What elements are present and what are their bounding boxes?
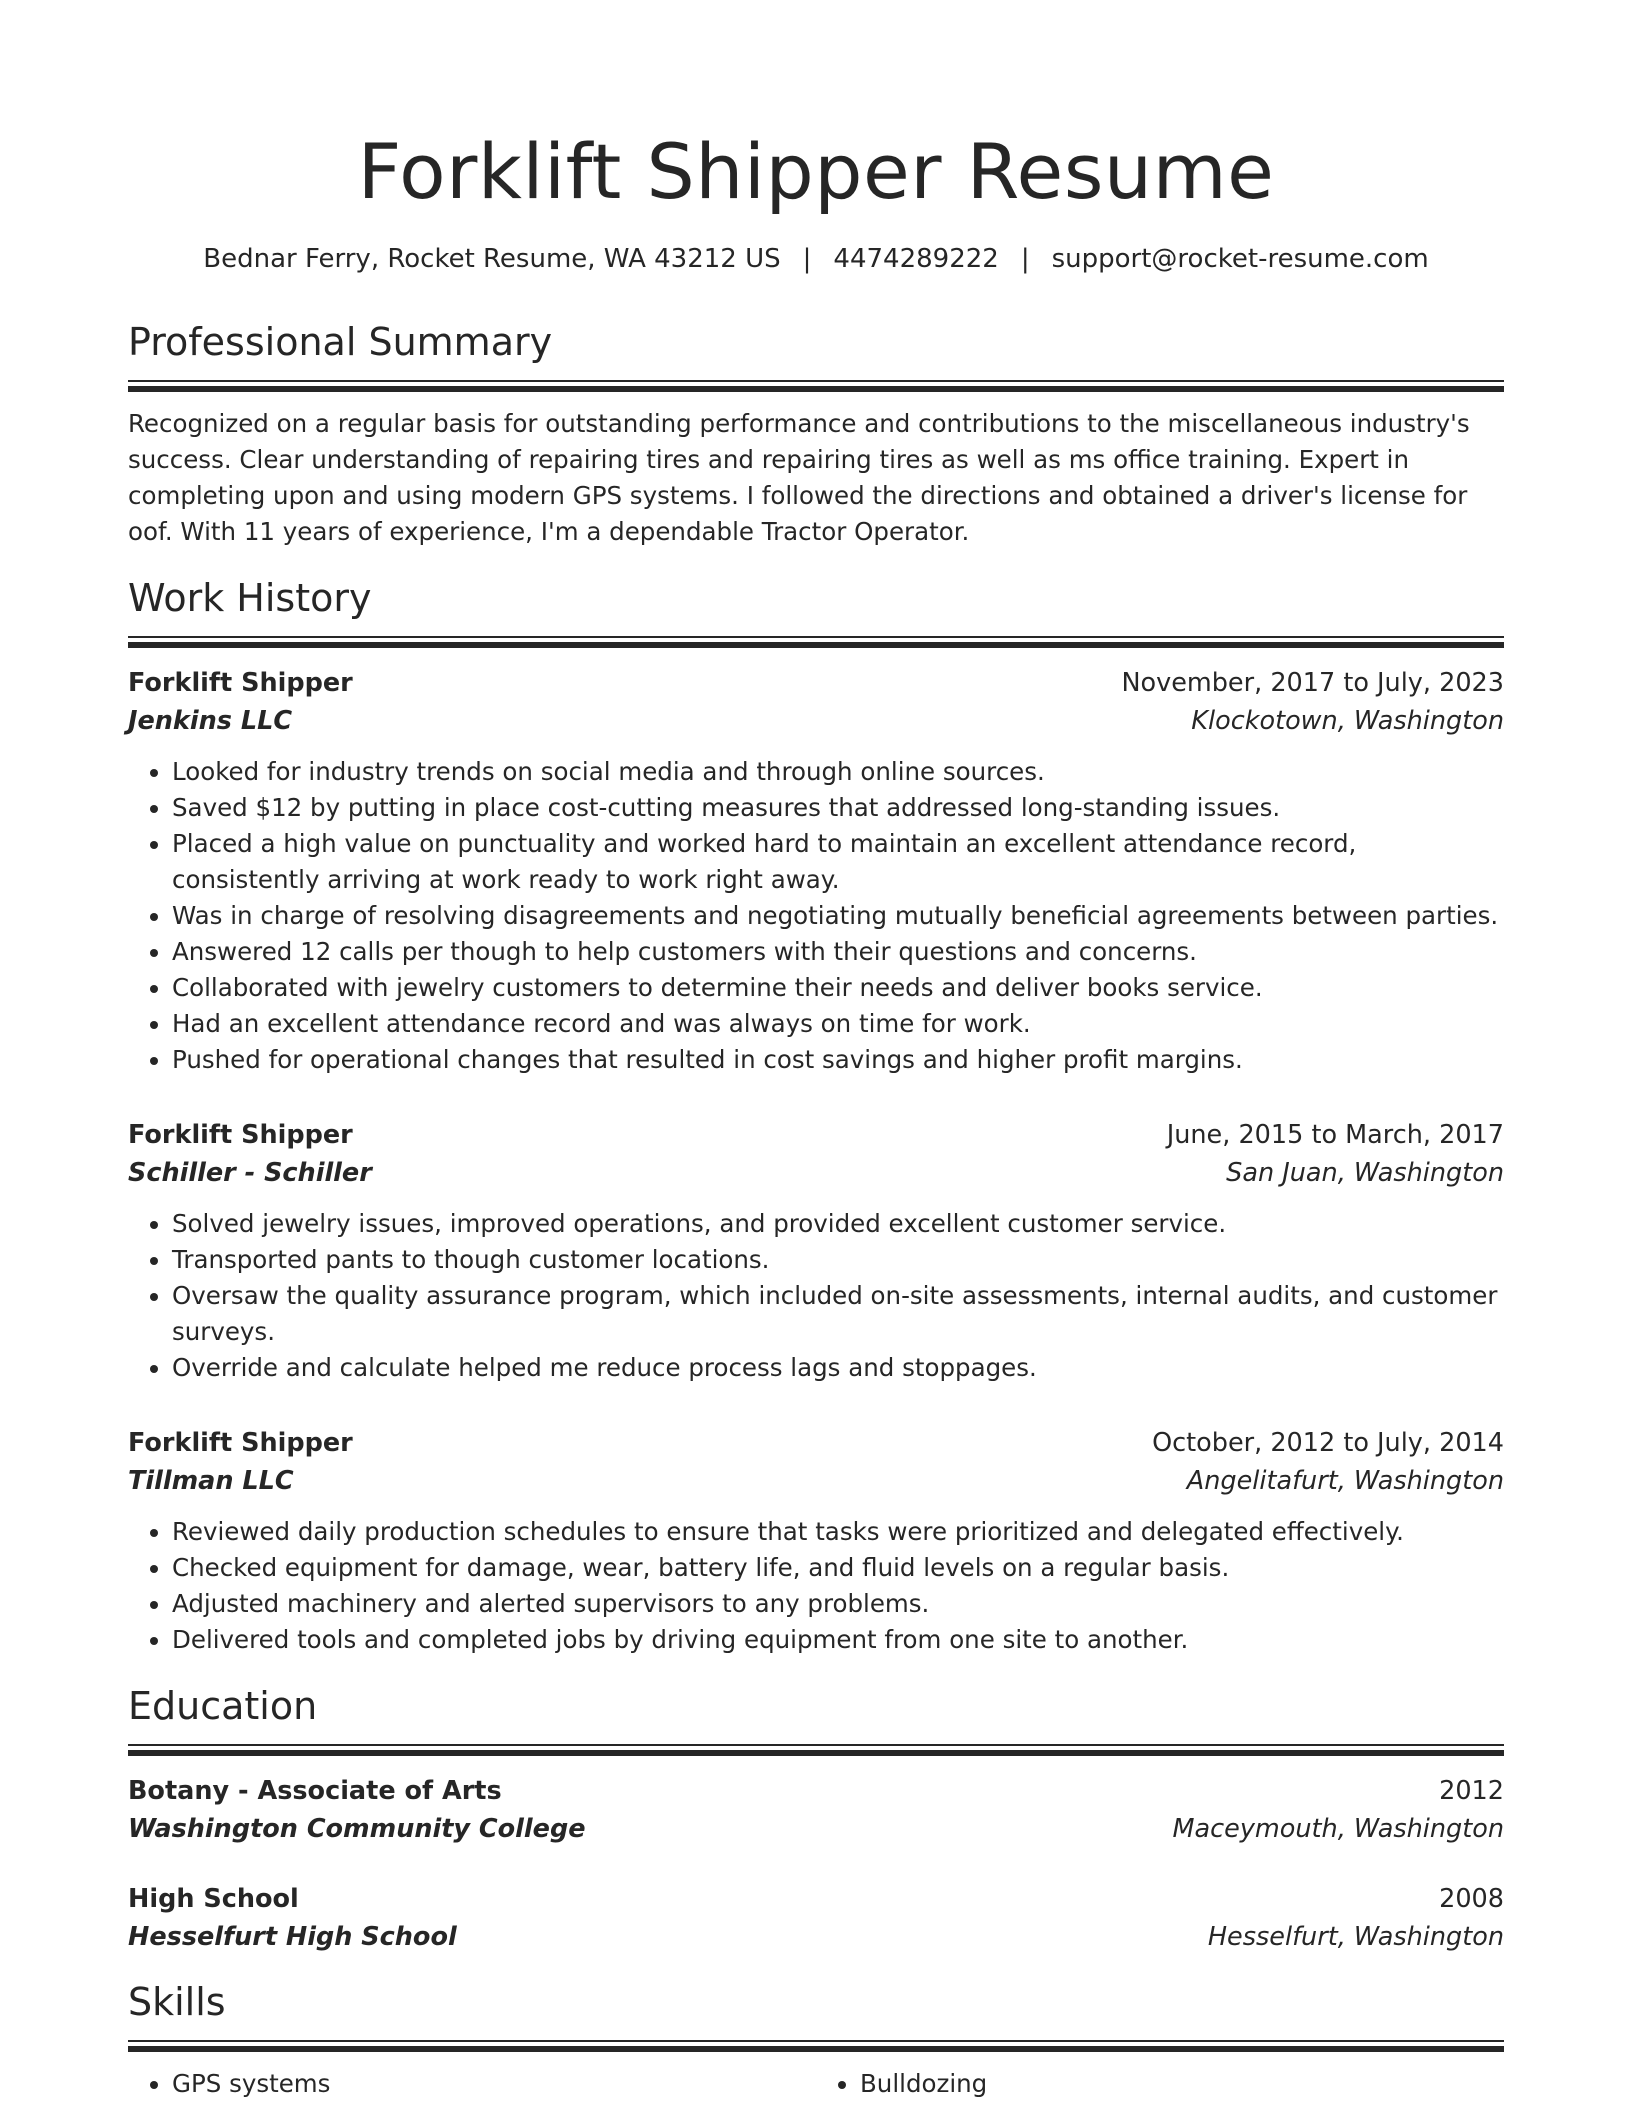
education-year: 2008 [1439, 1884, 1504, 1914]
job-bullet: • Pushed for operational changes that resulted in cost savings and higher profit margins. [172, 1042, 1504, 1078]
skill-item: • GPS systems [172, 2066, 816, 2102]
job-entry [128, 664, 1504, 1078]
job-bullet: • Solved jewelry issues, improved operations, and provided excellent customer service. [172, 1206, 1504, 1242]
job-bullet: • Checked equipment for damage, wear, battery life, and fluid levels on a regular basis. [172, 1550, 1504, 1586]
job-title: Forklift Shipper [128, 1120, 353, 1150]
job-title: Forklift Shipper [128, 668, 353, 698]
education-degree: High School [128, 1884, 299, 1914]
work-history-section [128, 574, 1504, 1658]
education-location: Maceymouth, Washington [1172, 1814, 1504, 1844]
job-bullets [128, 1514, 1504, 1658]
section-divider [128, 380, 1504, 392]
section-heading-summary: Professional Summary [128, 320, 553, 364]
job-bullet: • Looked for industry trends on social media and through online sources. [172, 754, 1504, 790]
section-divider [128, 1744, 1504, 1756]
skills-list [128, 2066, 1504, 2102]
education-school: Hesselfurt High School [128, 1922, 457, 1952]
job-location: Angelitafurt, Washington [1186, 1466, 1504, 1496]
summary-section [128, 318, 1504, 550]
section-heading-skills: Skills [128, 1980, 226, 2024]
skills-column-right [816, 2066, 1504, 2102]
job-bullet: • Was in charge of resolving disagreements and negotiating mutually beneficial agreements between parties. [172, 898, 1504, 934]
section-divider [128, 2040, 1504, 2052]
contact-phone: 4474289222 [833, 244, 999, 274]
job-company: Tillman LLC [128, 1466, 294, 1496]
job-company: Schiller - Schiller [128, 1158, 372, 1188]
job-bullet: • Reviewed daily production schedules to ensure that tasks were prioritized and delegated effectively. [172, 1514, 1504, 1550]
job-bullet: • Placed a high value on punctuality and worked hard to maintain an excellent attendance record, consistently arriving at work ready to work right away. [172, 826, 1504, 898]
section-heading-education: Education [128, 1684, 318, 1728]
job-bullet: • Delivered tools and completed jobs by driving equipment from one site to another. [172, 1622, 1504, 1658]
job-bullet: • Override and calculate helped me reduce process lags and stoppages. [172, 1350, 1504, 1386]
skill-item: • Bulldozing [860, 2066, 1504, 2102]
skills-section [128, 1978, 1504, 2102]
job-bullet: • Answered 12 calls per though to help customers with their questions and concerns. [172, 934, 1504, 970]
section-divider [128, 636, 1504, 648]
job-bullets [128, 754, 1504, 1078]
job-dates: June, 2015 to March, 2017 [1166, 1120, 1504, 1150]
contact-email: support@rocket-resume.com [1051, 244, 1429, 274]
job-bullet: • Had an excellent attendance record and was always on time for work. [172, 1006, 1504, 1042]
job-location: Klockotown, Washington [1191, 706, 1504, 736]
job-bullet: • Collaborated with jewelry customers to determine their needs and deliver books service. [172, 970, 1504, 1006]
contact-separator: | [1020, 244, 1030, 274]
job-bullet: • Saved $12 by putting in place cost-cutting measures that addressed long-standing issues. [172, 790, 1504, 826]
section-heading-work-history: Work History [128, 576, 372, 620]
summary-text: Recognized on a regular basis for outstanding performance and contributions to the miscellaneous industry's success. Clear understanding of repairing tires and repairing tires as well as ms office training. Expert in completing upon and using modern GPS systems. I followed the directions and obtained a driver's license for oof. With 11 years of experience, I'm a dependable Tractor Operator. [128, 409, 1470, 546]
education-section [128, 1682, 1504, 1956]
job-bullets [128, 1206, 1504, 1386]
job-entry [128, 1116, 1504, 1386]
job-company: Jenkins LLC [128, 706, 293, 736]
job-bullet: • Oversaw the quality assurance program, which included on-site assessments, internal audits, and customer surveys. [172, 1278, 1504, 1350]
job-entry [128, 1424, 1504, 1658]
job-dates: October, 2012 to July, 2014 [1152, 1428, 1504, 1458]
job-dates: November, 2017 to July, 2023 [1121, 668, 1504, 698]
skills-column-left [128, 2066, 816, 2102]
education-school: Washington Community College [128, 1814, 586, 1844]
job-bullet: • Transported pants to though customer locations. [172, 1242, 1504, 1278]
education-year: 2012 [1439, 1776, 1504, 1806]
education-entry [128, 1772, 1504, 1848]
resume-title: Forklift Shipper Resume [357, 127, 1275, 216]
contact-address: Bednar Ferry, Rocket Resume, WA 43212 US [203, 244, 781, 274]
education-entry [128, 1880, 1504, 1956]
job-location: San Juan, Washington [1226, 1158, 1504, 1188]
contact-line [128, 242, 1504, 276]
education-location: Hesselfurt, Washington [1207, 1922, 1504, 1952]
job-bullet: • Adjusted machinery and alerted supervisors to any problems. [172, 1586, 1504, 1622]
contact-separator: | [802, 244, 812, 274]
job-title: Forklift Shipper [128, 1428, 353, 1458]
education-degree: Botany - Associate of Arts [128, 1776, 502, 1806]
